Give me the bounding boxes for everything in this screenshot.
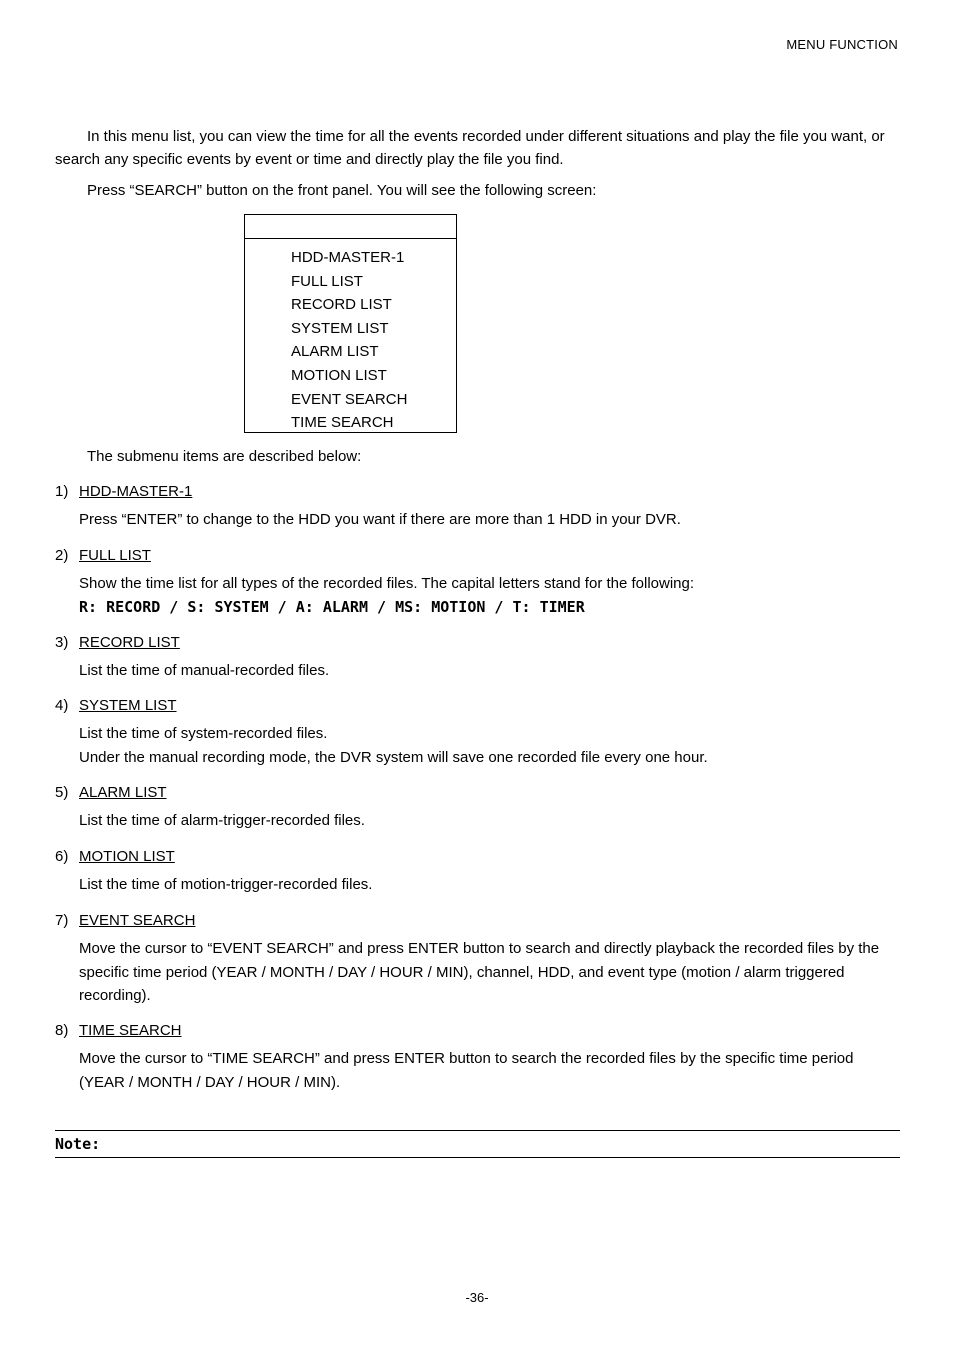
intro-paragraph: In this menu list, you can view the time for all the events recorded under different situations and play the file you want, or search any specific events by event or time and directly play the file you find. (55, 128, 885, 168)
section-number: 7) (55, 912, 69, 929)
section-alarm-list (55, 781, 900, 833)
letter-legend: R: RECORD / S: SYSTEM / A: ALARM / MS: MOTION / T: TIMER (79, 597, 585, 616)
menu-item-event-search: EVENT SEARCH (291, 390, 408, 408)
menu-item-system-list: SYSTEM LIST (291, 319, 389, 337)
section-title: RECORD LIST (79, 634, 180, 651)
section-text: List the time of manual-recorded files. (79, 662, 330, 679)
running-header: MENU FUNCTION (786, 37, 898, 52)
menu-item-time-search: TIME SEARCH (291, 414, 394, 432)
press-search-paragraph: Press “SEARCH” button on the front panel. You will see the following screen: (87, 182, 597, 199)
section-title: ALARM LIST (79, 784, 167, 801)
section-title: HDD-MASTER-1 (79, 483, 193, 500)
section-number: 8) (55, 1022, 69, 1039)
menu-item-full-list: FULL LIST (291, 272, 363, 290)
menu-item-motion-list: MOTION LIST (291, 366, 387, 384)
section-number: 2) (55, 547, 69, 564)
menu-list (245, 239, 456, 435)
menu-title-bar (245, 215, 456, 239)
section-title: EVENT SEARCH (79, 912, 196, 929)
note-label: Note: (55, 1135, 101, 1153)
section-event-search (55, 909, 900, 1008)
section-text: List the time of motion-trigger-recorded files. (79, 876, 373, 893)
menu-item-record-list: RECORD LIST (291, 296, 392, 314)
section-title: SYSTEM LIST (79, 697, 177, 714)
search-menu-screen (244, 214, 457, 433)
section-text: Move the cursor to “EVENT SEARCH” and press ENTER button to search and directly playback the recorded files by the specific time period (YEAR / MONTH / DAY / HOUR / MIN), channel, HDD, and event type (motion / alarm triggered recording). (79, 940, 880, 1004)
note-box (55, 1130, 900, 1158)
menu-item-hdd-master: HDD-MASTER-1 (291, 249, 405, 266)
section-hdd-master (55, 480, 900, 532)
section-number: 1) (55, 483, 69, 500)
section-number: 3) (55, 634, 69, 651)
section-title: MOTION LIST (79, 848, 175, 865)
section-record-list (55, 631, 900, 683)
submenu-intro: The submenu items are described below: (87, 448, 362, 465)
section-time-search (55, 1019, 900, 1094)
menu-item-alarm-list: ALARM LIST (291, 343, 379, 361)
section-text: Move the cursor to “TIME SEARCH” and press ENTER button to search the recorded files by the specific time period (YEAR / MONTH / DAY / HOUR / MIN). (79, 1050, 854, 1091)
section-title: TIME SEARCH (79, 1022, 182, 1039)
section-number: 6) (55, 848, 69, 865)
section-text: List the time of alarm-trigger-recorded files. (79, 812, 365, 829)
section-title: FULL LIST (79, 547, 151, 564)
section-text: List the time of system-recorded files. (79, 725, 328, 742)
section-number: 5) (55, 784, 69, 801)
page-number: -36- (465, 1290, 489, 1305)
section-text: Press “ENTER” to change to the HDD you want if there are more than 1 HDD in your DVR. (79, 511, 681, 528)
section-text: Show the time list for all types of the recorded files. The capital letters stand for the following: (79, 575, 695, 592)
section-number: 4) (55, 697, 69, 714)
section-motion-list (55, 845, 900, 897)
section-text-2: Under the manual recording mode, the DVR system will save one recorded file every one hour. (79, 748, 708, 766)
section-system-list (55, 694, 900, 769)
section-full-list (55, 544, 900, 619)
